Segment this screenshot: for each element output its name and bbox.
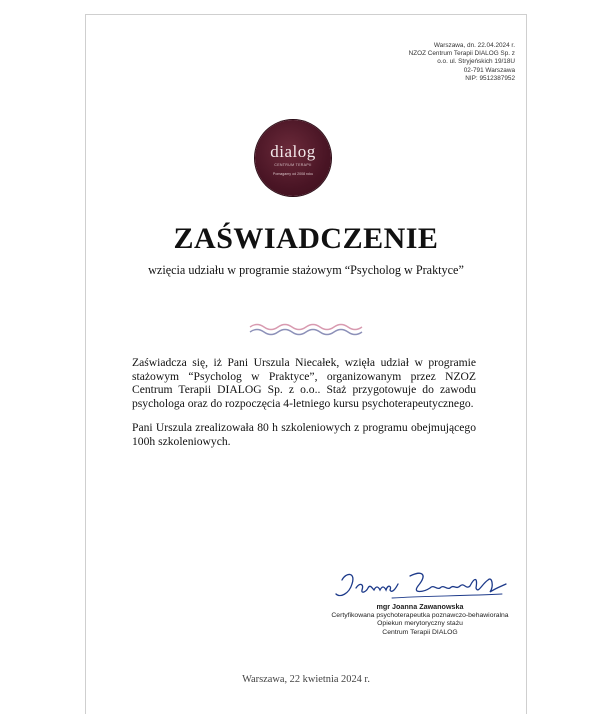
certificate-body xyxy=(132,356,476,460)
signatory-block xyxy=(320,603,520,637)
logo-subtitle: CENTRUM TERAPII xyxy=(274,163,312,167)
handwritten-signature xyxy=(332,566,510,606)
body-paragraph: Zaświadcza się, iż Pani Urszula Niecałek, wzięła udział w programie stażowym “Psycholog w Praktyce”, organizowanym przez NZOZ Centrum Terapii DIALOG Sp. z o.o.. Staż przygotowuje do zawodu psychologa oraz do rozpoczęcia 4-letniego kursu psychoterapeutycznego. xyxy=(132,356,476,410)
signatory-title: Certyfikowana psychoterapeutka poznawczo-behawioralna xyxy=(331,611,509,619)
decorative-wave-divider xyxy=(248,322,364,336)
stamp-line: NZOZ Centrum Terapii DIALOG Sp. z xyxy=(408,50,515,58)
company-stamp xyxy=(409,42,515,83)
logo-tagline: Pomagamy od 2008 roku xyxy=(272,172,314,176)
dialog-logo xyxy=(255,120,331,196)
stamp-line: o.o. ul. Stryjeńskich 19/18U xyxy=(437,58,515,66)
logo-wordmark: dialog xyxy=(270,142,316,161)
document-subtitle: wzięcia udziału w programie stażowym “Psycholog w Praktyce” xyxy=(148,263,464,277)
document-title: ZAŚWIADCZENIE xyxy=(173,222,439,255)
stamp-line: Warszawa, dn. 22.04.2024 r. xyxy=(433,42,515,49)
signatory-organization: Centrum Terapii DIALOG xyxy=(382,628,458,636)
place-and-date: Warszawa, 22 kwietnia 2024 r. xyxy=(242,674,370,685)
body-paragraph: Pani Urszula zrealizowała 80 h szkoleniowych z programu obejmującego 100h szkoleniowych. xyxy=(132,421,476,448)
signatory-name: mgr Joanna Zawanowska xyxy=(376,602,464,611)
signatory-role: Opiekun merytoryczny stażu xyxy=(377,620,463,628)
stamp-line: 02-791 Warszawa xyxy=(463,66,515,74)
stamp-line: NIP: 9512387952 xyxy=(465,74,515,82)
